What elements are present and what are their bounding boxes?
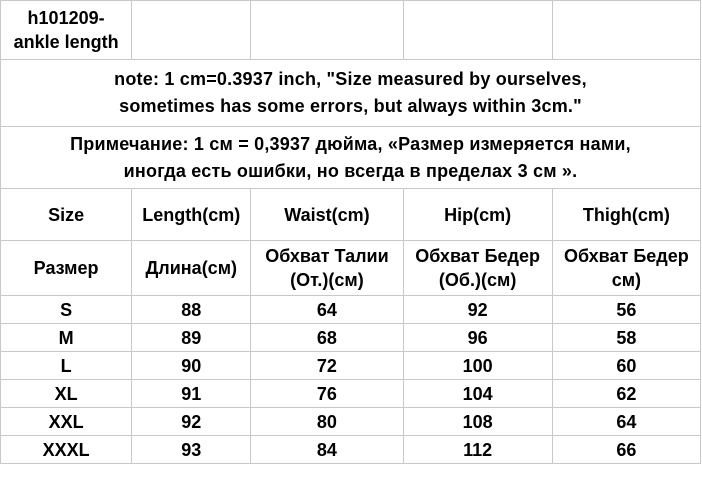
size-cell[interactable]: S [1, 296, 132, 324]
thigh-cell[interactable]: 60 [552, 352, 700, 380]
length-cell[interactable]: 88 [132, 296, 251, 324]
size-cell[interactable]: L [1, 352, 132, 380]
table-row [1, 324, 701, 352]
hip-cell[interactable]: 108 [403, 408, 552, 436]
header-hip-ru[interactable]: Обхват Бедер (Об.)(см) [403, 241, 552, 296]
header-thigh[interactable]: Thigh(cm) [552, 189, 700, 241]
note-russian-row [1, 127, 701, 189]
header-size[interactable]: Size [1, 189, 132, 241]
length-cell[interactable]: 93 [132, 436, 251, 464]
table-row [1, 352, 701, 380]
length-cell[interactable]: 89 [132, 324, 251, 352]
size-cell[interactable]: XXL [1, 408, 132, 436]
length-cell[interactable]: 92 [132, 408, 251, 436]
header-row-russian [1, 241, 701, 296]
empty-cell[interactable] [251, 1, 403, 60]
table-row [1, 380, 701, 408]
header-length-ru[interactable]: Длина(см) [132, 241, 251, 296]
waist-cell[interactable]: 76 [251, 380, 403, 408]
waist-cell[interactable]: 68 [251, 324, 403, 352]
thigh-cell[interactable]: 64 [552, 408, 700, 436]
table-row [1, 408, 701, 436]
header-length[interactable]: Length(cm) [132, 189, 251, 241]
thigh-cell[interactable]: 58 [552, 324, 700, 352]
thigh-cell[interactable]: 66 [552, 436, 700, 464]
table-row [1, 436, 701, 464]
waist-cell[interactable]: 64 [251, 296, 403, 324]
empty-cell[interactable] [552, 1, 700, 60]
thigh-cell[interactable]: 62 [552, 380, 700, 408]
thigh-cell[interactable]: 56 [552, 296, 700, 324]
size-cell[interactable]: XL [1, 380, 132, 408]
header-size-ru[interactable]: Размер [1, 241, 132, 296]
note-russian-cell[interactable]: Примечание: 1 см = 0,3937 дюйма, «Размер измеряется нами, иногда есть ошибки, но всегда в пределах 3 см ». [1, 127, 701, 189]
note-english-row [1, 60, 701, 127]
hip-cell[interactable]: 104 [403, 380, 552, 408]
hip-cell[interactable]: 100 [403, 352, 552, 380]
header-thigh-ru[interactable]: Обхват Бедер см) [552, 241, 700, 296]
hip-cell[interactable]: 96 [403, 324, 552, 352]
table-row [1, 296, 701, 324]
header-row-english [1, 189, 701, 241]
product-code-row [1, 1, 701, 60]
empty-cell[interactable] [403, 1, 552, 60]
hip-cell[interactable]: 112 [403, 436, 552, 464]
header-waist[interactable]: Waist(cm) [251, 189, 403, 241]
header-hip[interactable]: Hip(cm) [403, 189, 552, 241]
product-code-cell[interactable]: h101209- ankle length [1, 1, 132, 60]
size-cell[interactable]: XXXL [1, 436, 132, 464]
header-waist-ru[interactable]: Обхват Талии (От.)(см) [251, 241, 403, 296]
waist-cell[interactable]: 80 [251, 408, 403, 436]
length-cell[interactable]: 90 [132, 352, 251, 380]
note-english-cell[interactable]: note: 1 cm=0.3937 inch, "Size measured by ourselves, sometimes has some errors, but always within 3cm." [1, 60, 701, 127]
hip-cell[interactable]: 92 [403, 296, 552, 324]
empty-cell[interactable] [132, 1, 251, 60]
waist-cell[interactable]: 84 [251, 436, 403, 464]
size-cell[interactable]: M [1, 324, 132, 352]
length-cell[interactable]: 91 [132, 380, 251, 408]
waist-cell[interactable]: 72 [251, 352, 403, 380]
